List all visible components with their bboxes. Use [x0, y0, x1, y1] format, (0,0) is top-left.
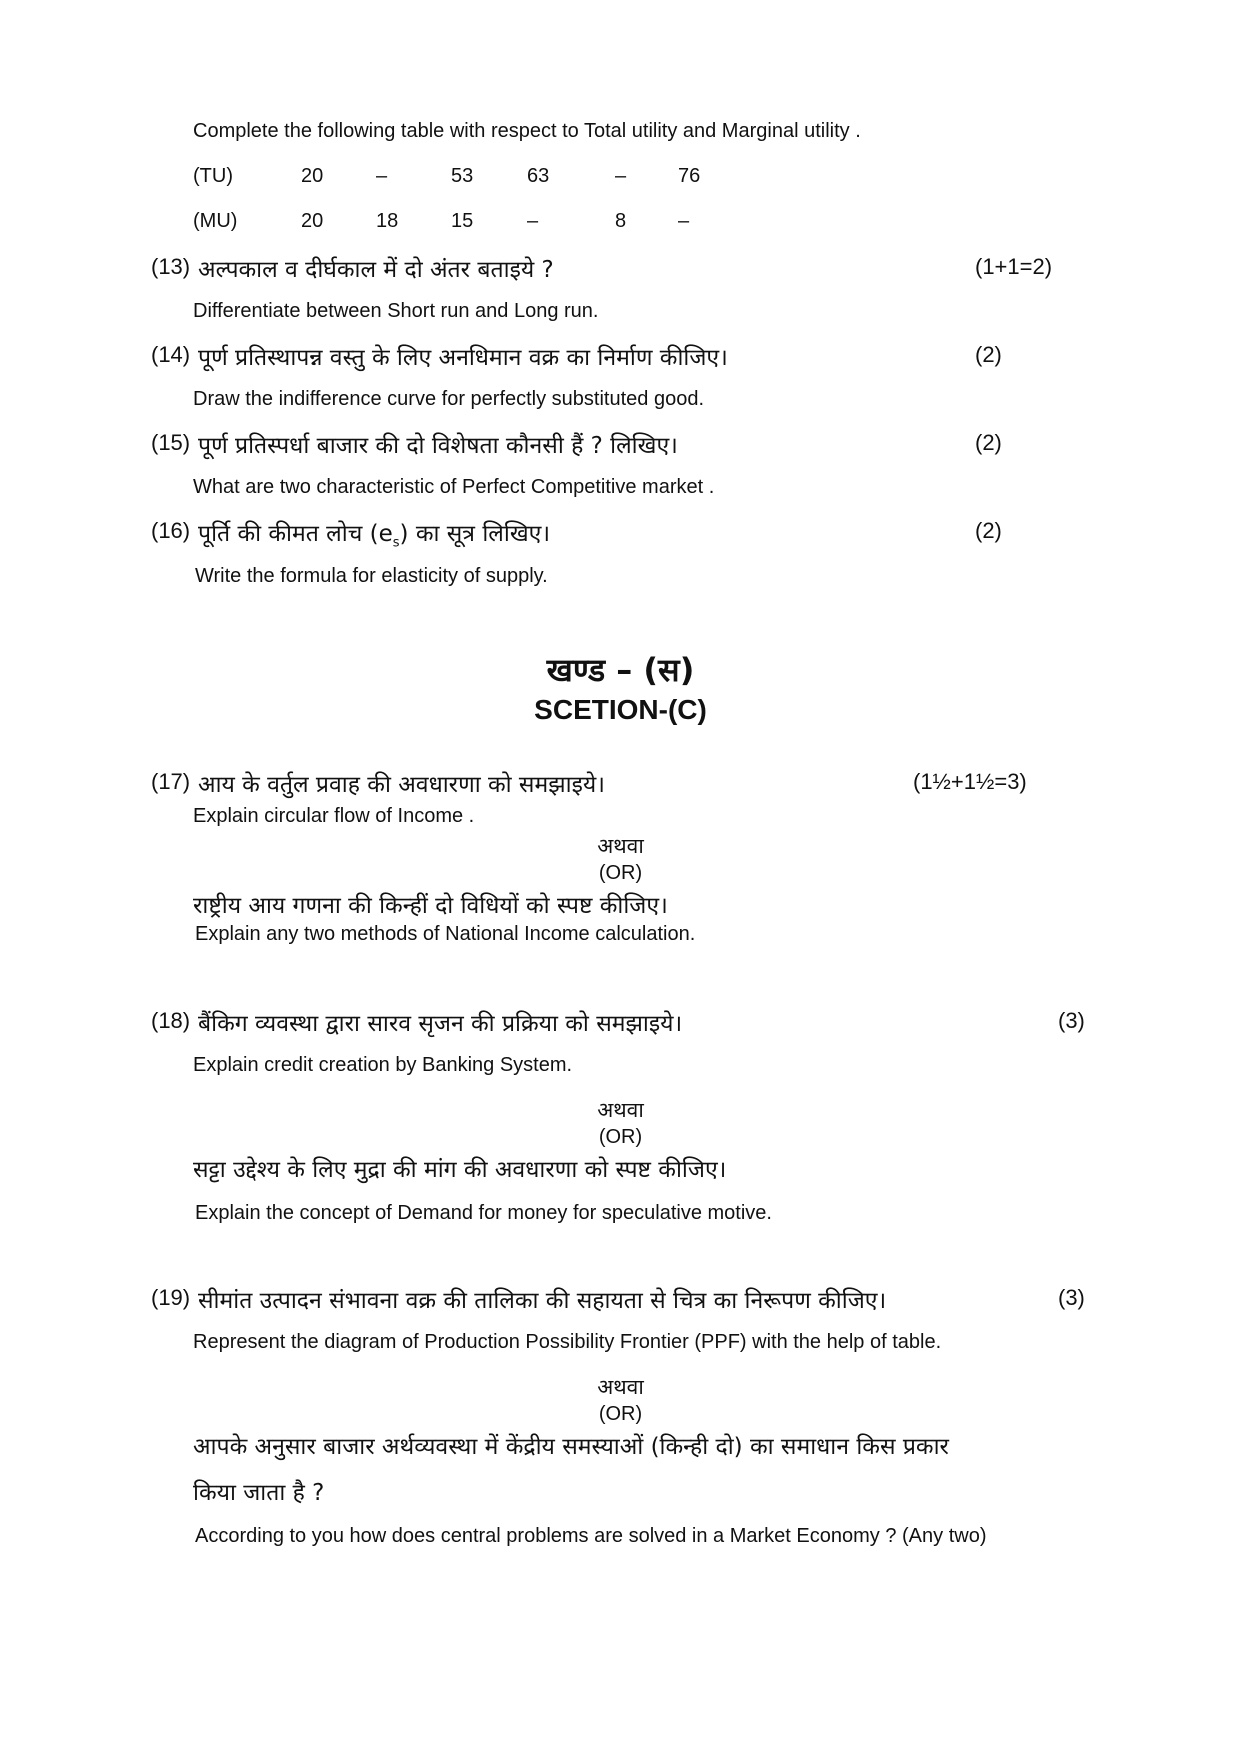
- table-cell: 18: [376, 210, 399, 232]
- alt-question-hindi-continued: किया जाता है ?: [193, 1480, 325, 1506]
- or-label-english: (OR): [598, 1126, 643, 1148]
- table-cell: 15: [451, 210, 474, 232]
- row-label-mu: (MU): [193, 210, 238, 232]
- question-marks: (3): [1058, 1285, 1085, 1310]
- table-cell: 20: [301, 165, 324, 187]
- table-instruction: Complete the following table with respect to Total utility and Marginal utility .: [193, 120, 861, 142]
- question-marks: (1+1=2): [975, 254, 1053, 279]
- question-text-hindi: पूर्ण प्रतिस्पर्धा बाजार की दो विशेषता कौनसी हैं ? लिखिए।: [198, 433, 678, 459]
- or-label-english: (OR): [598, 862, 643, 884]
- question-text-hindi: बैंकिग व्यवस्था द्वारा सारव सृजन की प्रक्रिया को समझाइये।: [198, 1011, 683, 1037]
- or-label-hindi: अथवा: [597, 834, 644, 858]
- question-marks: (2): [975, 518, 1002, 543]
- question-text-english: Draw the indifference curve for perfectly substituted good.: [193, 388, 705, 410]
- or-label-hindi: अथवा: [597, 1375, 644, 1399]
- question-text-hindi: पूर्ण प्रतिस्थापन्न वस्तु के लिए अनधिमान वक्र का निर्माण कीजिए।: [198, 345, 728, 371]
- question-text-english: Explain credit creation by Banking System.: [193, 1054, 573, 1076]
- question-text-hindi: अल्पकाल व दीर्घकाल में दो अंतर बताइये ?: [198, 257, 554, 283]
- question-number: (17): [151, 769, 191, 794]
- question-text-english: What are two characteristic of Perfect Competitive market .: [193, 476, 715, 498]
- alt-question-hindi: सट्टा उद्देश्य के लिए मुद्रा की मांग की अवधारणा को स्पष्ट कीजिए।: [193, 1157, 727, 1183]
- alt-question-english: Explain the concept of Demand for money for speculative motive.: [195, 1202, 772, 1224]
- row-label-tu: (TU): [193, 165, 233, 187]
- or-label-hindi: अथवा: [597, 1098, 644, 1122]
- question-marks: (3): [1058, 1008, 1085, 1033]
- question-text-hindi: सीमांत उत्पादन संभावना वक्र की तालिका की सहायता से चित्र का निरूपण कीजिए।: [198, 1288, 887, 1314]
- alt-question-hindi: आपके अनुसार बाजार अर्थव्यवस्था में केंद्रीय समस्याओं (किन्ही दो) का समाधान किस प्रकार: [193, 1434, 949, 1460]
- question-text-english: Write the formula for elasticity of supply.: [195, 565, 548, 587]
- table-cell: 20: [301, 210, 324, 232]
- section-heading-hindi: खण्ड – (स): [546, 651, 695, 689]
- alt-question-english: Explain any two methods of National Income calculation.: [195, 923, 696, 945]
- question-number: (13): [151, 254, 191, 279]
- question-text-english: Represent the diagram of Production Possibility Frontier (PPF) with the help of table.: [193, 1331, 942, 1353]
- question-text-hindi: पूर्ति की कीमत लोच $(e_s)$ का सूत्र लिखिए।: [198, 521, 551, 551]
- question-marks: (2): [975, 430, 1002, 455]
- or-label-english: (OR): [598, 1403, 643, 1425]
- table-cell: 8: [615, 210, 627, 232]
- question-text-english: Differentiate between Short run and Long run.: [193, 300, 599, 322]
- table-cell: –: [678, 210, 690, 232]
- question-number: (16): [151, 518, 191, 543]
- question-number: (18): [151, 1008, 191, 1033]
- table-cell: 53: [451, 165, 474, 187]
- table-cell: –: [615, 165, 627, 187]
- table-cell: 76: [678, 165, 701, 187]
- question-number: (19): [151, 1285, 191, 1310]
- question-text-hindi: आय के वर्तुल प्रवाह की अवधारणा को समझाइये।: [198, 772, 605, 798]
- section-heading-english: SCETION-(C): [534, 694, 707, 725]
- alt-question-hindi: राष्ट्रीय आय गणना की किन्हीं दो विधियों को स्पष्ट कीजिए।: [193, 893, 668, 919]
- table-cell: 63: [527, 165, 550, 187]
- question-number: (15): [151, 430, 191, 455]
- alt-question-english: According to you how does central problems are solved in a Market Economy ? (Any two): [195, 1525, 987, 1547]
- question-marks: (2): [975, 342, 1002, 367]
- question-marks: (1½+1½=3): [913, 769, 1027, 794]
- table-cell: –: [527, 210, 539, 232]
- question-text-english: Explain circular flow of Income .: [193, 805, 475, 827]
- table-cell: –: [376, 165, 388, 187]
- question-number: (14): [151, 342, 191, 367]
